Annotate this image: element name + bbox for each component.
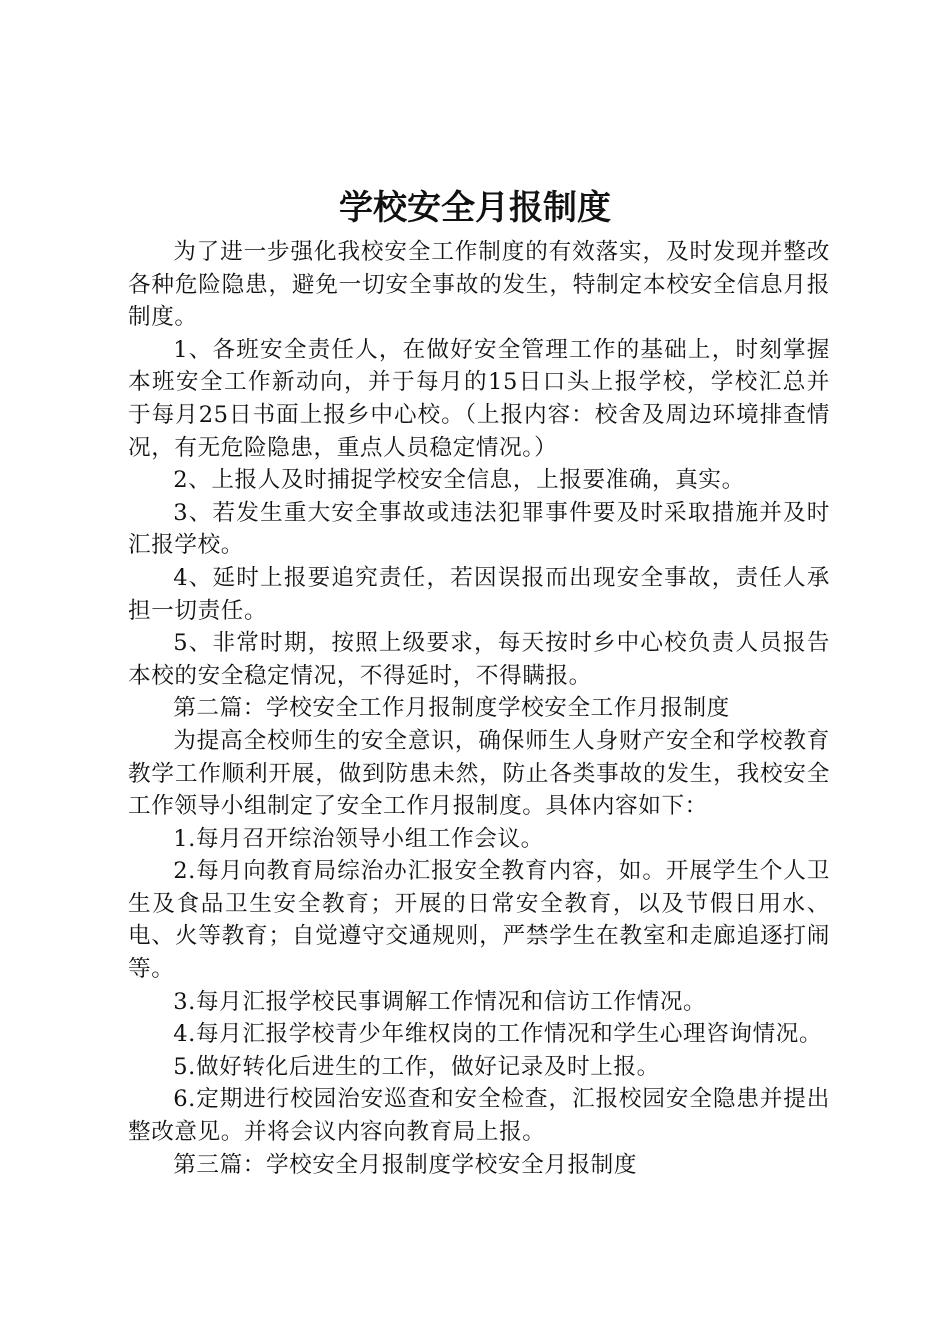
paragraph-section-2-item-6: 6.定期进行校园治安巡查和安全检查，汇报校园安全隐患并提出整改意见。并将会议内容向教育局上报。 (128, 1086, 830, 1146)
paragraph-section-2-item-3: 3.每月汇报学校民事调解工作情况和信访工作情况。 (173, 988, 707, 1015)
paragraph-section-2-item-4: 4.每月汇报学校青少年维权岗的工作情况和学生心理咨询情况。 (173, 1021, 823, 1048)
paragraph-section-2-item-5: 5.做好转化后进生的工作，做好记录及时上报。 (173, 1053, 660, 1080)
paragraph-item-5: 5、非常时期，按照上级要求，每天按时乡中心校负责人员报告本校的安全稳定情况，不得延时，不得瞒报。 (128, 630, 830, 689)
paragraph-item-3: 3、若发生重大安全事故或违法犯罪事件要及时采取措施并及时汇报学校。 (128, 499, 830, 559)
section-heading-3: 第三篇：学校安全月报制度学校安全月报制度 (173, 1151, 638, 1178)
paragraph-section-2-item-1: 1.每月召开综治领导小组工作会议。 (173, 825, 544, 852)
paragraph-section-2-item-2: 2.每月向教育局综治办汇报安全教育内容，如。开展学生个人卫生及食品卫生安全教育；开展的日常安全教育，以及节假日用水、电、火等教育；自觉遵守交通规则，严禁学生在教室和走廊追逐打闹等。 (128, 858, 830, 983)
paragraph-intro: 为了进一步强化我校安全工作制度的有效落实，及时发现并整改各种危险隐患，避免一切安全事故的发生，特制定本校安全信息月报制度。 (128, 239, 830, 331)
paragraph-item-4: 4、延时上报要追究责任，若因误报而出现安全事故，责任人承担一切责任。 (128, 564, 830, 624)
paragraph-item-1: 1、各班安全责任人，在做好安全管理工作的基础上，时刻掌握本班安全工作新动向，并于每月的15日口头上报学校，学校汇总并于每月25日书面上报乡中心校。（上报内容：校舍及周边环境排查情况，有无危险隐患，重点人员稳定情况。） (128, 336, 830, 461)
document-title: 学校安全月报制度 (339, 188, 611, 228)
section-heading-2: 第二篇：学校安全工作月报制度学校安全工作月报制度 (173, 695, 730, 722)
paragraph-section-2-intro: 为提高全校师生的安全意识，确保师生人身财产安全和学校教育教学工作顺利开展，做到防患未然，防止各类事故的发生，我校安全工作领导小组制定了安全工作月报制度。具体内容如下： (128, 727, 830, 820)
paragraph-item-2: 2、上报人及时捕捉学校安全信息，上报要准确，真实。 (173, 467, 745, 494)
document-body (128, 236, 830, 1181)
